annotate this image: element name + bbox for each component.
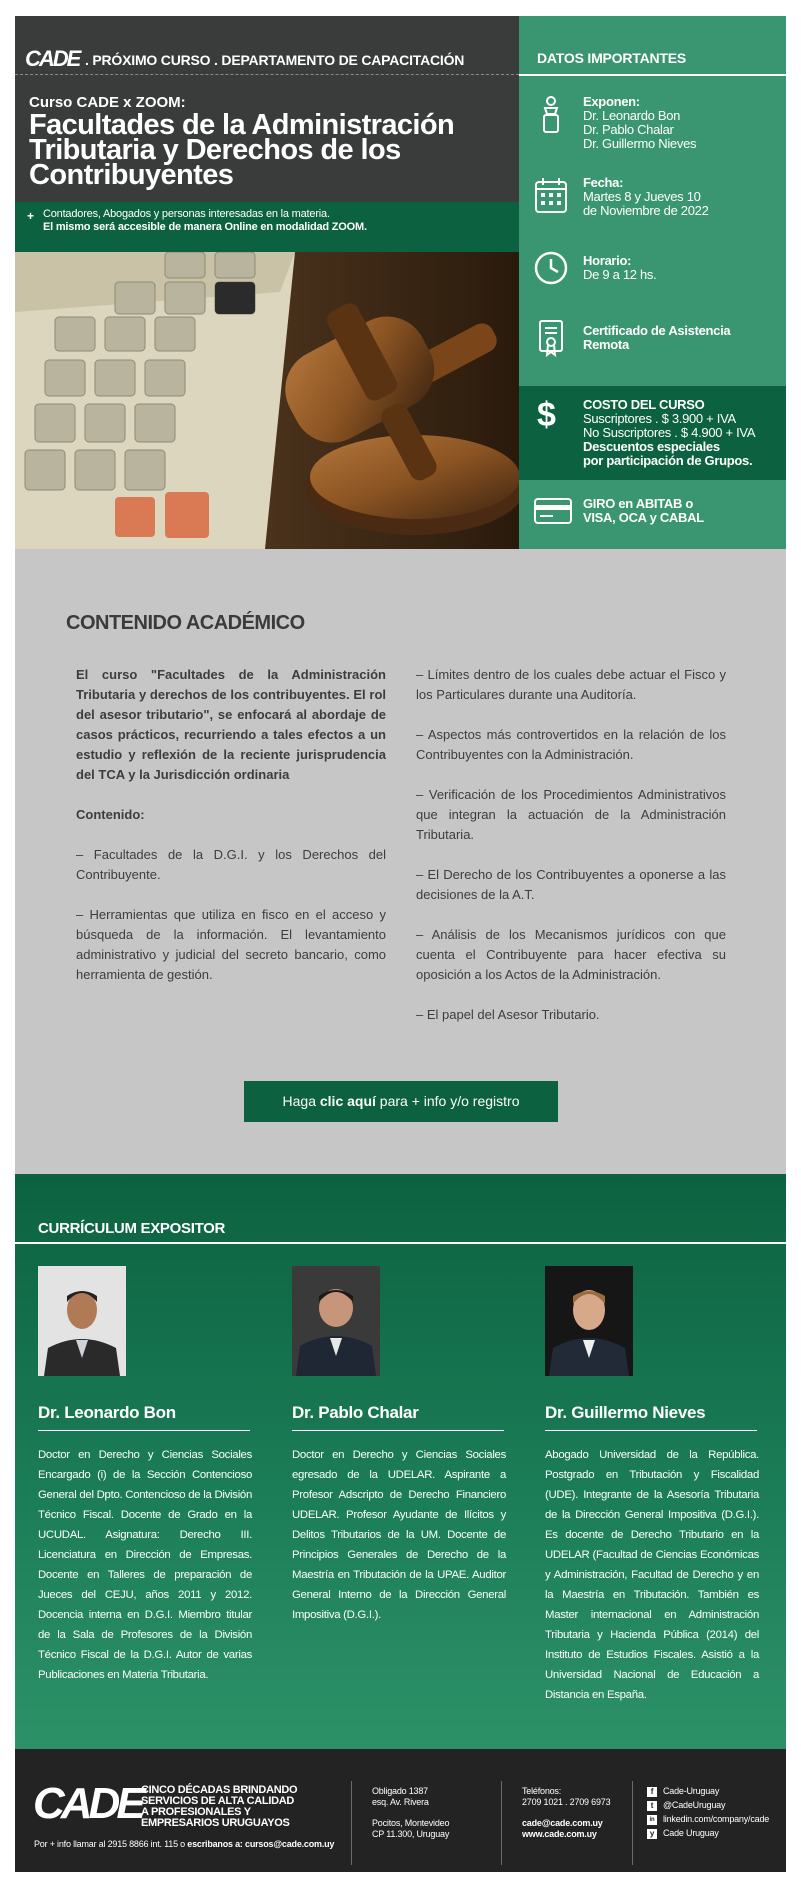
twitter-icon: t: [647, 1801, 657, 1811]
address-line-3: Pocitos, Montevideo: [372, 1818, 450, 1828]
course-title: Facultades de la Administración Tributaria y Derechos de los Contribuyentes: [29, 109, 455, 191]
speakers-info: [583, 95, 696, 151]
newsletter-page: [15, 16, 786, 1872]
date-line-1: Martes 8 y Jueves 10: [583, 189, 701, 204]
social-link-youtube[interactable]: [647, 1828, 769, 1839]
footer-separator: [351, 1781, 352, 1865]
speaker-bio: Abogado Universidad de la República. Postgrado en Tributación y Fiscalidad (UDE). Integrante de la Asesoría Tributaria de la Dirección General Impositiva (D.G.I.). Es docente de Derecho Tributario en la UDELAR (Facultad de Ciencias Económicas y Administración, Facultad de Derecho y en la Maestría en Tributación. También es Master internacional en Administración Tributaria y Hacienda Pública (2014) del Instituto de Estudios Fiscales. Asistió a la Universidad Nacional de Educación a Distancia en España.: [545, 1449, 759, 1701]
certificate-icon: [533, 318, 569, 358]
speaker-photo-nieves: [545, 1266, 633, 1376]
content-item: – El papel del Asesor Tributario.: [416, 1007, 600, 1022]
academic-content-section: [15, 549, 786, 1174]
social-link-twitter[interactable]: [647, 1800, 769, 1811]
tagline-line-4: EMPRESARIOS URUGUAYOS: [141, 1817, 290, 1829]
content-column-left: [76, 665, 386, 1005]
speaker-name: Dr. Pablo Chalar: [292, 1403, 504, 1431]
register-button-pre: Haga: [282, 1093, 320, 1109]
schedule-label: Horario:: [583, 253, 632, 268]
cost-label: COSTO DEL CURSO: [583, 397, 705, 412]
certificate-line-2: Remota: [583, 337, 629, 352]
footer-social: [632, 1786, 769, 1842]
address-line-4: CP 11.300, Uruguay: [372, 1829, 450, 1839]
clock-icon: [533, 248, 569, 288]
speakers-label: Exponen:: [583, 94, 640, 109]
content-item: – Límites dentro de los cuales debe actuar el Fisco y los Particulares durante una Auditoría.: [416, 667, 726, 702]
dollar-icon: $: [537, 396, 556, 434]
curriculum-title: CURRÍCULUM EXPOSITOR: [38, 1220, 226, 1237]
schedule-value: De 9 a 12 hs.: [583, 267, 657, 282]
footer-address: [372, 1786, 449, 1840]
audience-bar: [15, 202, 519, 252]
social-label: Cade Uruguay: [663, 1828, 719, 1838]
credit-card-icon: [533, 496, 573, 526]
speaker-photo-chalar: [292, 1266, 380, 1376]
speaker-photo-bon: [38, 1266, 126, 1376]
content-item: – El Derecho de los Contribuyentes a oponerse a las decisiones de la A.T.: [416, 867, 726, 902]
register-button[interactable]: [244, 1081, 558, 1122]
important-data-title: DATOS IMPORTANTES: [537, 50, 687, 66]
cade-logo: CADE: [25, 46, 80, 71]
register-button-post: para + info y/o registro: [375, 1093, 520, 1109]
course-header: [15, 16, 786, 549]
content-item: – Verificación de los Procedimientos Administrativos que integran la actuación de la Administración Tributaria.: [416, 787, 726, 842]
linkedin-icon: in: [647, 1815, 657, 1825]
social-label: linkedin.com/company/cade: [663, 1814, 770, 1824]
speaker-card-chalar: [292, 1266, 506, 1625]
social-label: @CadeUruguay: [663, 1800, 726, 1810]
date-label: Fecha:: [583, 175, 624, 190]
speaker-name: Dr. Leonardo Bon: [38, 1403, 250, 1431]
footer-contact-pre: Por + info llamar al 2915 8866 int. 115 o: [34, 1839, 188, 1849]
tagline-line-1: CINCO DÉCADAS BRINDANDO: [141, 1784, 298, 1796]
certificate-line-1: Certificado de Asistencia: [583, 323, 731, 338]
speaker-name: Dr. Guillermo Nieves: [545, 1403, 757, 1431]
youtube-icon: y: [647, 1829, 657, 1839]
speaker-card-bon: [38, 1266, 252, 1685]
social-label: Cade-Uruguay: [663, 1786, 720, 1796]
payment-line-2: VISA, OCA y CABAL: [583, 510, 704, 525]
speaker-1: Dr. Leonardo Bon: [583, 108, 681, 123]
contenido-label: Contenido:: [76, 807, 145, 822]
address-line-2: esq. Av. Rivera: [372, 1797, 429, 1807]
speaker-bio: Doctor en Derecho y Ciencias Sociales egresado de la UDELAR. Aspirante a Profesor Adscripto de Derecho Financiero UDELAR. Profesor Ayudante de Ilícitos y Delitos Tributarios de la UM. Docente de Principios Generales de Derecho de la Maestría en Tributación de la UPAE. Auditor General Interno de la Dirección General Impositiva (D.G.I.).: [292, 1449, 506, 1621]
footer-tagline: [141, 1785, 297, 1829]
footer-email-link[interactable]: cade@cade.com.uy: [522, 1818, 603, 1828]
footer-contact-line: [34, 1839, 334, 1849]
cost-info: [583, 398, 755, 468]
register-button-link[interactable]: clic aquí: [319, 1093, 376, 1109]
schedule-info: [583, 254, 656, 282]
calculator-gavel-illustration: [15, 252, 519, 549]
cost-discount-1: Descuentos especiales: [583, 439, 720, 454]
tagline-line-3: A PROFESIONALES Y: [141, 1806, 251, 1818]
facebook-icon: f: [647, 1787, 657, 1797]
content-item: – Facultades de la D.G.I. y los Derechos del Contribuyente.: [76, 847, 386, 882]
content-item: – Herramientas que utiliza en fisco en el acceso y búsqueda de la información. El levantamiento administrativo y judicial del secreto bancario, como herramienta de gestión.: [76, 907, 386, 982]
address-line-1: Obligado 1387: [372, 1786, 428, 1796]
important-data-panel: [519, 16, 786, 549]
payment-line-1: GIRO en ABITAB o: [583, 496, 694, 511]
speaker-card-nieves: [545, 1266, 759, 1705]
tagline-line-2: SERVICIOS DE ALTA CALIDAD: [141, 1795, 295, 1807]
payment-info: [583, 497, 704, 525]
social-link-linkedin[interactable]: [647, 1814, 769, 1825]
footer: [15, 1749, 786, 1872]
footer-web-link[interactable]: www.cade.com.uy: [522, 1829, 597, 1839]
date-info: [583, 176, 709, 218]
content-item: – Análisis de los Mecanismos jurídicos con que cuenta el Contribuyente para hacer efectiva su oposición a los Actos de la Administración.: [416, 927, 726, 982]
cost-discount-2: por participación de Grupos.: [583, 453, 753, 468]
plus-icon: +: [27, 209, 34, 223]
date-line-2: de Noviembre de 2022: [583, 203, 709, 218]
footer-contact-email[interactable]: escribanos a: cursos@cade.com.uy: [187, 1839, 335, 1849]
course-subtitle: Curso CADE x ZOOM:: [29, 94, 186, 111]
audience-line-2: El mismo será accesible de manera Online en modalidad ZOOM.: [43, 221, 367, 233]
speaker-podium-icon: [533, 94, 569, 134]
header-left-panel: [15, 16, 519, 549]
phones-value: 2709 1021 . 2709 6973: [522, 1797, 611, 1807]
curriculum-divider: [15, 1242, 786, 1244]
speaker-3: Dr. Guillermo Nieves: [583, 136, 697, 151]
calculator-gavel-photo: [15, 252, 519, 549]
important-data-divider: [519, 74, 786, 76]
footer-phones: [502, 1786, 632, 1840]
speaker-2: Dr. Pablo Chalar: [583, 122, 674, 137]
certificate-info: [583, 324, 730, 352]
curriculum-section: [15, 1174, 786, 1749]
dashed-divider: [15, 74, 519, 75]
content-column-right: [416, 665, 726, 1045]
cost-subscribers: Suscriptores . $ 3.900 + IVA: [583, 411, 736, 426]
social-link-facebook[interactable]: [647, 1786, 769, 1797]
calendar-icon: [533, 176, 569, 216]
phones-label: Teléfonos:: [522, 1786, 562, 1796]
footer-cade-logo: CADE: [33, 1779, 142, 1828]
audience-line-1: Contadores, Abogados y personas interesadas en la materia.: [43, 208, 330, 220]
academic-content-title: CONTENIDO ACADÉMICO: [66, 612, 305, 634]
content-item: – Aspectos más controvertidos en la relación de los Contribuyentes con la Administración.: [416, 727, 726, 762]
cost-non-subscribers: No Suscriptores . $ 4.900 + IVA: [583, 425, 756, 440]
course-intro: El curso "Facultades de la Administración Tributaria y derechos de los contribuyentes. El rol del asesor tributario", se enfocará al abordaje de casos prácticos, recurriendo a tales efectos a un estudio y reflexión de la reciente jurisprudencia del TCA y la Jurisdicción ordinaria: [76, 667, 386, 782]
speaker-bio: Doctor en Derecho y Ciencias Sociales Encargado (i) de la Sección Contencioso General del Dpto. Contencioso de la División Técnico Fiscal. Docente de Grado en la UCUDAL. Asignatura: Derecho III. Licenciatura en Dirección de Empresas. Docente en Talleres de preparación de Jueces del CEJU, años 2011 y 2012. Docencia interna en D.G.I. Miembro titular de la Sala de Profesores de la División Técnico Fiscal de la D.G.I. Autor de varias Publicaciones en Materia Tributaria.: [38, 1449, 252, 1681]
announcement-text: . PRÓXIMO CURSO . DEPARTAMENTO DE CAPACITACIÓN: [85, 52, 465, 68]
